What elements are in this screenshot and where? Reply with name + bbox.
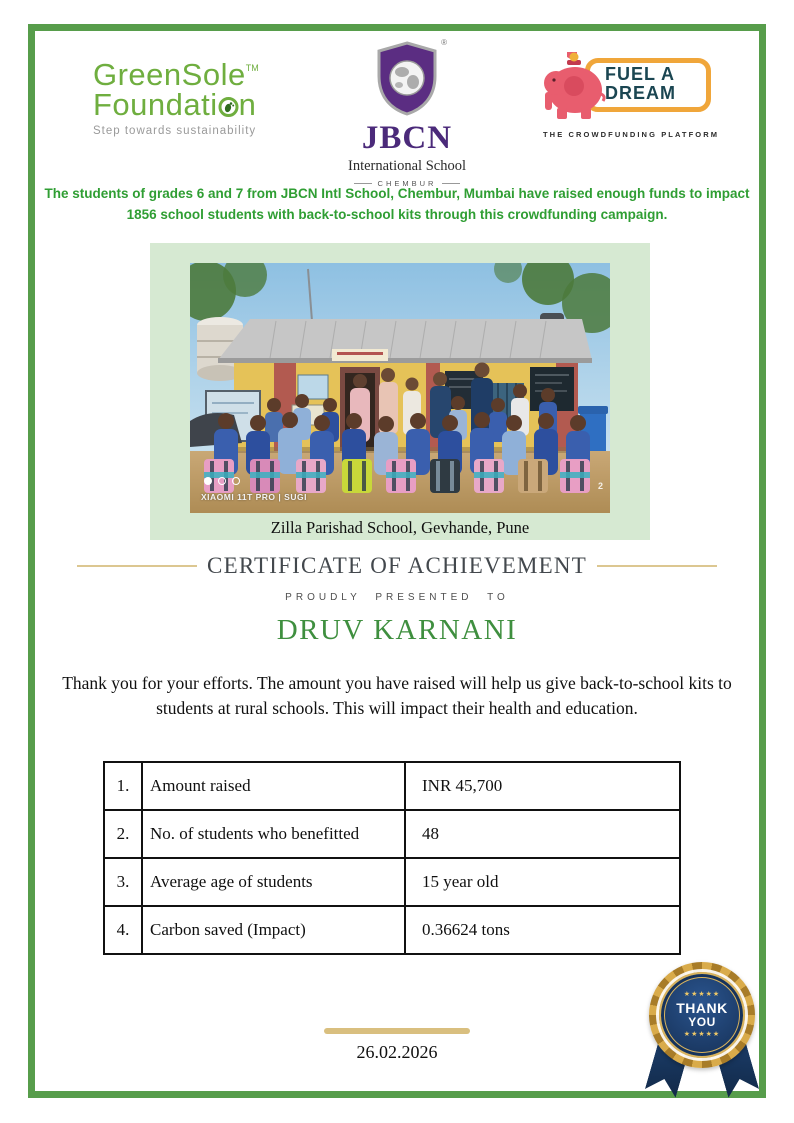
thank-you-message: Thank you for your efforts. The amount you have raised will help us give back-to-school kits to students at rural schools. This will impact their health and education. bbox=[62, 673, 732, 719]
fueladream-tagline: THE CROWDFUNDING PLATFORM bbox=[543, 130, 720, 139]
fueladream-art bbox=[543, 58, 721, 122]
date-rule bbox=[324, 1028, 470, 1034]
badge-medallion bbox=[659, 972, 745, 1058]
greensole-name: GreenSole bbox=[93, 57, 246, 92]
trademark-symbol: TM bbox=[245, 63, 259, 73]
certificate-heading: CERTIFICATE OF ACHIEVEMENT bbox=[207, 553, 587, 578]
presented-label: PROUDLY PRESENTED TO bbox=[285, 592, 509, 603]
greensole-name-bottom: Foundati n bbox=[93, 87, 257, 123]
jbcn-shield-icon bbox=[375, 38, 447, 121]
photo-caption: Zilla Parishad School, Gevhande, Pune bbox=[270, 518, 530, 537]
row-value: INR 45,700 bbox=[422, 776, 503, 795]
row-value: 0.36624 tons bbox=[422, 920, 510, 939]
badge-text-you: YOU bbox=[688, 1015, 716, 1030]
jbcn-logo bbox=[340, 40, 474, 188]
row-label: Amount raised bbox=[143, 763, 406, 809]
jbcn-acronym: JBCN bbox=[361, 120, 453, 156]
thank-you-badge bbox=[647, 962, 757, 1104]
camera-watermark: XIAOMI 11T PRO | SUGI bbox=[201, 492, 307, 502]
row-value: 15 year old bbox=[422, 872, 499, 891]
badge-text-thank: THANK bbox=[676, 1000, 728, 1017]
row-number: 4. bbox=[105, 907, 143, 953]
carousel-dots-icon bbox=[204, 477, 240, 485]
certificate-date: 26.02.2026 bbox=[356, 1042, 438, 1062]
table-row bbox=[105, 763, 679, 809]
greensole-logo bbox=[93, 57, 259, 137]
row-number: 3. bbox=[105, 859, 143, 905]
table-row bbox=[105, 809, 679, 857]
heading-rule-left bbox=[77, 565, 197, 567]
jbcn-school-name: International School bbox=[348, 158, 466, 174]
registered-symbol: ® bbox=[441, 38, 447, 47]
photo-frame-number: 2 bbox=[597, 481, 603, 491]
row-label: No. of students who benefitted bbox=[143, 811, 406, 857]
jbcn-city: CHEMBUR bbox=[377, 179, 437, 188]
badge-stars-bottom: ★★★★★ bbox=[683, 1029, 721, 1038]
certificate-heading-row bbox=[0, 553, 794, 579]
row-number: 1. bbox=[105, 763, 143, 809]
elephant-piggybank-icon bbox=[543, 50, 607, 125]
table-row bbox=[105, 857, 679, 905]
greensole-name-top bbox=[93, 57, 259, 92]
campaign-statement: The students of grades 6 and 7 from JBCN Intl School, Chembur, Mumbai have raised enough funds to impact 1856 school students with back-to-school kits through this crowdfunding campaign. bbox=[44, 186, 750, 222]
table-row bbox=[105, 905, 679, 953]
fueladream-logo bbox=[543, 58, 721, 139]
photo-panel bbox=[150, 243, 650, 540]
row-label: Average age of students bbox=[143, 859, 406, 905]
photo-illustration bbox=[190, 263, 610, 513]
heading-rule-right bbox=[597, 565, 717, 567]
row-number: 2. bbox=[105, 811, 143, 857]
impact-stats-table bbox=[103, 761, 681, 955]
row-label: Carbon saved (Impact) bbox=[143, 907, 406, 953]
school-photo bbox=[190, 263, 610, 513]
badge-stars-top: ★★★★★ bbox=[683, 990, 721, 999]
row-value: 48 bbox=[422, 824, 439, 843]
footprint-icon bbox=[218, 92, 239, 113]
recipient-name: DRUV KARNANI bbox=[276, 614, 518, 646]
fueladream-wordmark: FUEL A DREAM bbox=[605, 64, 676, 103]
greensole-tagline: Step towards sustainability bbox=[93, 124, 257, 137]
